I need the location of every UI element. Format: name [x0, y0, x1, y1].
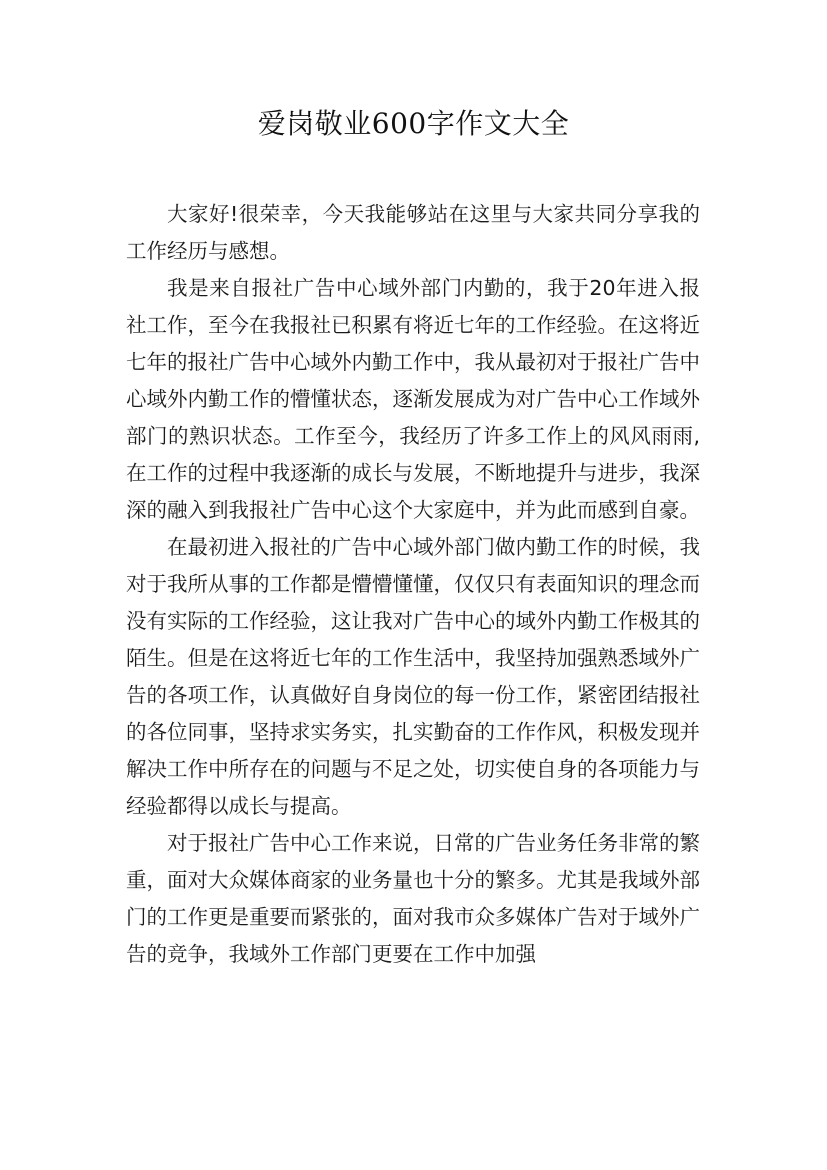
paragraph: 大家好!很荣幸，今天我能够站在这里与大家共同分享我的工作经历与感想。: [126, 202, 700, 263]
document-title: 爱岗敬业600字作文大全: [257, 107, 570, 140]
document-body: [126, 196, 700, 973]
paragraph: 我是来自报社广告中心域外部门内勤的，我于20年进入报社工作，至今在我报社已积累有将近七年的工作经验。在这将近七年的报社广告中心域外内勤工作中，我从最初对于报社广告中心域外内勤工作的懵懂状态，逐渐发展成为对广告中心工作域外部门的熟识状态。工作至今，我经历了许多工作上的风风雨雨,在工作的过程中我逐渐的成长与发展，不断地提升与进步，我深深的融入到我报社广告中心这个大家庭中，并为此而感到自豪。: [126, 276, 700, 522]
paragraph: 在最初进入报社的广告中心域外部门做内勤工作的时候，我对于我所从事的工作都是懵懵懂懂，仅仅只有表面知识的理念而没有实际的工作经验，这让我对广告中心的域外内勤工作极其的陌生。但是在这将近七年的工作生活中，我坚持加强熟悉域外广告的各项工作，认真做好自身岗位的每一份工作，紧密团结报社的各位同事，坚持求实务实，扎实勤奋的工作作风，积极发现并解决工作中所存在的问题与不足之处，切实使自身的各项能力与经验都得以成长与提高。: [126, 535, 700, 818]
paragraph: 对于报社广告中心工作来说，日常的广告业务任务非常的繁重，面对大众媒体商家的业务量也十分的繁多。尤其是我域外部门的工作更是重要而紧张的，面对我市众多媒体广告对于域外广告的竞争，我域外工作部门更要在工作中加强: [126, 831, 700, 966]
